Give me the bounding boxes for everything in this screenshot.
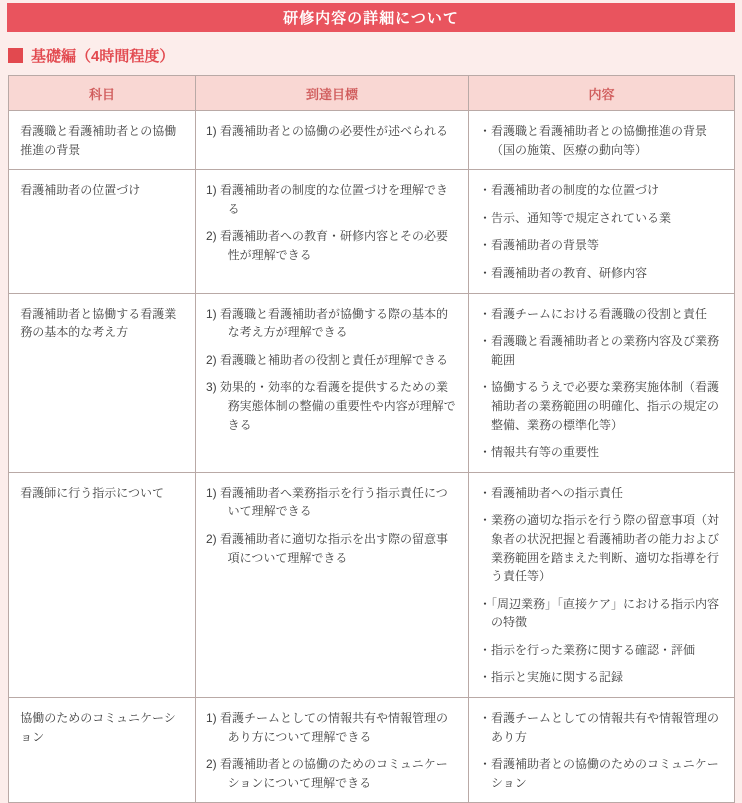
content-item: ・看護チームにおける看護職の役割と責任: [479, 306, 708, 321]
content-item: ・看護補助者の制度的な位置づけ: [479, 183, 660, 198]
content-item: ・協働するうえで必要な業務実施体制（看護補助者の業務範囲の明確化、指示の規定の整備、業務の標準化等）: [479, 380, 720, 432]
goals-cell: [196, 170, 469, 293]
page: [0, 3, 742, 803]
goal-item: 1) 看護補助者へ業務指示を行う指示責任について理解できる: [206, 485, 448, 519]
goal-item: 3) 効果的・効率的な看護を提供するための業務実態体制の整備の重要性や内容が理解できる: [206, 380, 456, 432]
contents-cell: [469, 472, 735, 697]
content-item: ・看護補助者への指示責任: [479, 485, 624, 500]
subject-cell: [9, 698, 196, 803]
subject-text: 看護師に行う指示について: [20, 485, 164, 500]
subject-text: 看護補助者と協働する看護業務の基本的な考え方: [20, 306, 177, 340]
goal-item: 2) 看護補助者に適切な指示を出す際の留意事項について理解できる: [206, 531, 449, 565]
table-row: [9, 293, 735, 472]
goal-item: 2) 看護職と補助者の役割と責任が理解できる: [206, 352, 449, 367]
subject-cell: [9, 170, 196, 293]
subject-cell: [9, 111, 196, 170]
table-header-row: [9, 76, 735, 111]
content-item: ・告示、通知等で規定されている業: [479, 210, 672, 225]
content-item: ・業務の適切な指示を行う際の留意事項（対象者の状況把握と看護補助者の能力および業務範囲を踏まえた判断、適切な指導を行う責任等）: [479, 513, 720, 584]
subject-text: 看護補助者の位置づけ: [20, 183, 141, 198]
goals-cell: [196, 293, 469, 472]
goal-item: 1) 看護職と看護補助者が協働する際の基本的な考え方が理解できる: [206, 306, 449, 340]
content-item: ・看護補助者との協働のためのコミュニケーション: [479, 757, 719, 790]
goal-item: 2) 看護補助者との協働のためのコミュニケーションについて理解できる: [206, 757, 448, 790]
page-title-bar: [7, 3, 735, 32]
content-item: ・看護職と看護補助者との協働推進の背景（国の施策、医療の動向等）: [479, 124, 708, 157]
section-bullet-icon: [8, 48, 23, 63]
section-heading: [8, 46, 734, 64]
content-item: ・「周辺業務」「直接ケア」における指示内容の特徴: [479, 596, 720, 630]
goal-item: 1) 看護補助者の制度的な位置づけを理解できる: [206, 183, 449, 216]
subject-text: 協働のためのコミュニケーション: [20, 711, 176, 744]
goal-item: 1) 看護チームとしての情報共有や情報管理のあり方について理解できる: [206, 711, 449, 744]
content-item: ・看護補助者の背景等: [479, 238, 600, 253]
page-title: 研修内容の詳細について: [283, 10, 459, 27]
content-item: ・看護補助者の教育、研修内容: [479, 265, 648, 280]
subject-text: 看護職と看護補助者との協働推進の背景: [20, 124, 177, 157]
content-item: ・情報共有等の重要性: [479, 445, 600, 460]
column-header-goals: 到達目標: [196, 76, 469, 111]
content-item: ・指示と実施に関する記録: [479, 670, 624, 685]
contents-cell: [469, 698, 735, 803]
subject-cell: [9, 472, 196, 697]
goals-cell: [196, 698, 469, 803]
content-item: ・看護職と看護補助者との業務内容及び業務範囲: [479, 334, 720, 367]
goal-item: 1) 看護補助者との協働の必要性が述べられる: [206, 124, 449, 138]
goals-cell: [196, 472, 469, 697]
goals-cell: [196, 111, 469, 170]
contents-cell: [469, 293, 735, 472]
section-title: 基礎編（4時間程度）: [31, 47, 175, 65]
table-row: [9, 472, 735, 697]
training-detail-table: [8, 75, 735, 803]
contents-cell: [469, 111, 735, 170]
table-row: [9, 170, 735, 293]
column-header-subject: 科目: [9, 76, 196, 111]
content-item: ・指示を行った業務に関する確認・評価: [479, 642, 696, 657]
subject-cell: [9, 293, 196, 472]
table-row: [9, 698, 735, 803]
contents-cell: [469, 170, 735, 293]
column-header-contents: 内容: [469, 76, 735, 111]
goal-item: 2) 看護補助者への教育・研修内容とその必要性が理解できる: [206, 229, 449, 262]
content-item: ・看護チームとしての情報共有や情報管理のあり方: [479, 711, 720, 744]
table-body: [9, 111, 735, 803]
table-row: [9, 111, 735, 170]
